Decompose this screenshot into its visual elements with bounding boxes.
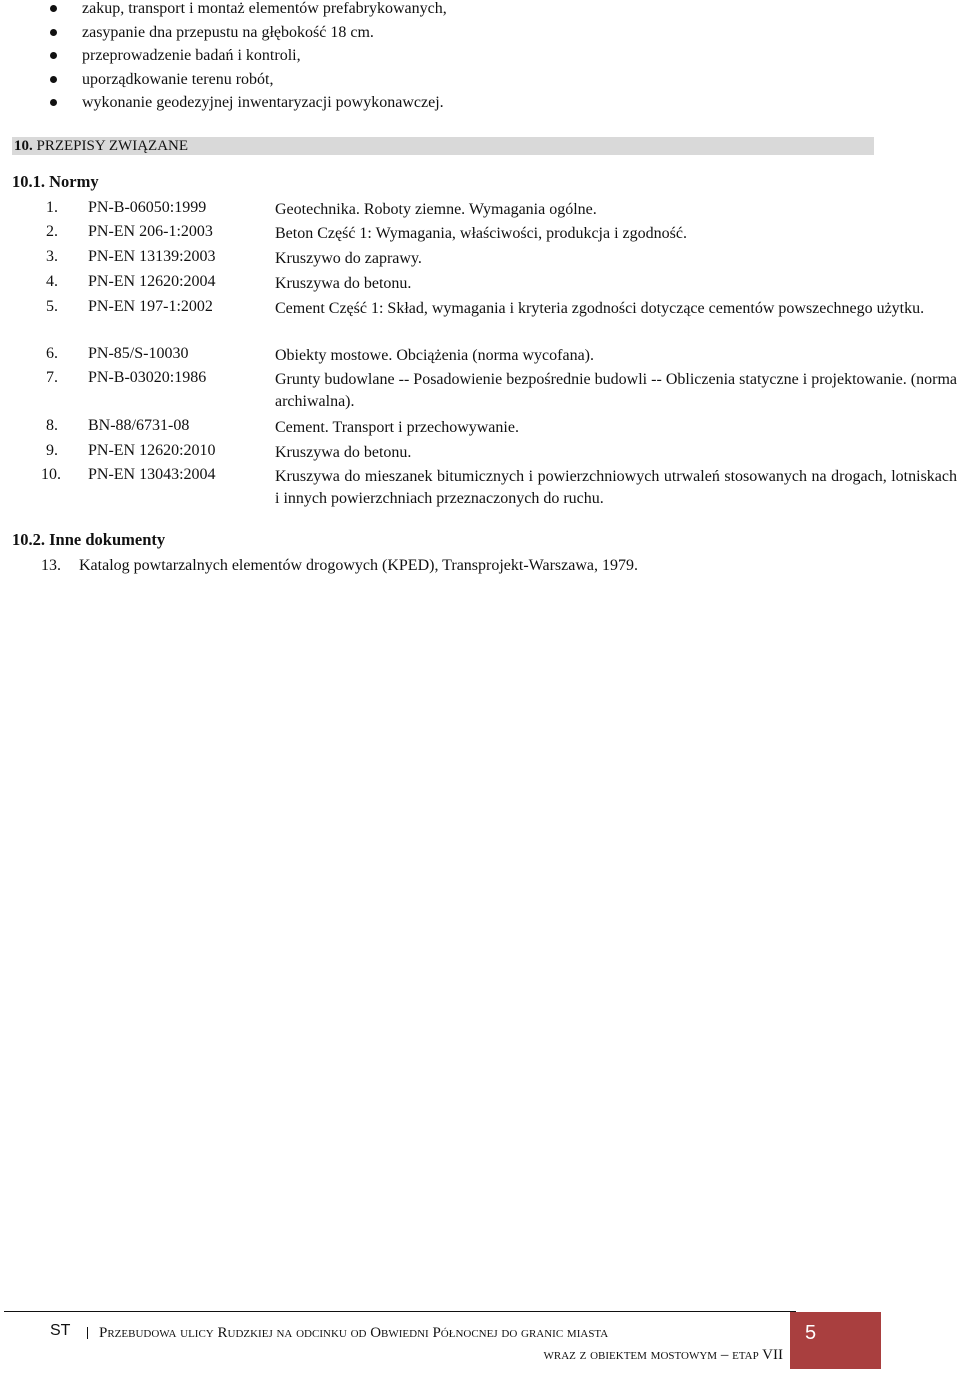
footer-separator [87, 1327, 88, 1339]
list-item-text: przeprowadzenie badań i kontroli, [82, 47, 301, 64]
page-number: 5 [805, 1322, 817, 1344]
norm-code: PN-B-03020:1986 [88, 369, 207, 386]
norm-code: PN-EN 13139:2003 [88, 248, 216, 265]
norm-index: 1. [46, 199, 58, 216]
norm-index: 3. [46, 248, 58, 265]
bullet-icon [50, 52, 57, 59]
list-item [46, 91, 447, 115]
bullet-icon [50, 99, 57, 106]
footer-title-line1: Przebudowa ulicy Rudzkiej na odcinku od Obwiedni Północnej do granic miasta [99, 1325, 609, 1341]
norm-index: 8. [46, 417, 58, 434]
norm-description: Kruszywa do mieszanek bitumicznych i powierzchniowych utrwaleń stosowanych na drogach, lotniskach i innych powierzchniach przeznaczonych do ruchu. [275, 468, 957, 507]
norm-description: Obiekty mostowe. Obciążenia (norma wycofana). [275, 347, 594, 364]
norm-index: 7. [46, 369, 58, 386]
document-text: Katalog powtarzalnych elementów drogowych (KPED), Transprojekt-Warszawa, 1979. [79, 557, 639, 574]
footer-abbreviation: ST [50, 1322, 71, 1339]
footer-title [99, 1322, 783, 1366]
bullet-icon [50, 5, 57, 12]
norm-description: Cement. Transport i przechowywanie. [275, 419, 519, 436]
norm-description: Kruszywo do zaprawy. [275, 250, 422, 267]
list-item-text: zakup, transport i montaż elementów prefabrykowanych, [82, 0, 447, 17]
norm-code: PN-EN 197-1:2002 [88, 298, 213, 315]
bullet-icon [50, 76, 57, 83]
section-heading [12, 137, 874, 155]
document-index: 13. [41, 557, 61, 574]
list-item [41, 557, 638, 575]
norm-code: PN-EN 12620:2004 [88, 273, 216, 290]
list-item [46, 44, 447, 68]
norm-code: BN-88/6731-08 [88, 417, 190, 434]
norm-index: 9. [46, 442, 58, 459]
norm-description: Kruszywa do betonu. [275, 275, 412, 292]
norm-code: PN-EN 206-1:2003 [88, 223, 213, 240]
norm-code: PN-B-06050:1999 [88, 199, 207, 216]
page-number-box [790, 1312, 881, 1369]
bullet-list [46, 0, 447, 115]
list-item-text: zasypanie dna przepustu na głębokość 18 cm. [82, 23, 374, 41]
norm-index: 2. [46, 223, 58, 240]
norm-code: PN-EN 13043:2004 [88, 466, 216, 483]
list-item [46, 0, 447, 21]
list-item-text: wykonanie geodezyjnej inwentaryzacji powykonawczej. [82, 94, 444, 111]
bullet-icon [50, 29, 57, 36]
section-title: PRZEPISY ZWIĄZANE [36, 138, 189, 154]
norm-code: PN-85/S-10030 [88, 345, 189, 362]
list-item-text: uporządkowanie terenu robót, [82, 70, 274, 88]
norm-index: 10. [41, 466, 61, 483]
norms-heading: 10.1. Normy [12, 172, 99, 191]
section-heading-text [14, 137, 188, 155]
norm-description: Geotechnika. Roboty ziemne. Wymagania ogólne. [275, 201, 597, 218]
norm-description: Grunty budowlane -- Posadowienie bezpośrednie budowli -- Obliczenia statyczne i projektowanie. (norma archiwalna). [275, 371, 957, 410]
norm-index: 6. [46, 345, 58, 362]
footer-divider [4, 1311, 796, 1312]
list-item [46, 21, 447, 45]
section-number: 10. [14, 138, 33, 154]
other-documents-heading: 10.2. Inne dokumenty [12, 530, 166, 549]
norm-code: PN-EN 12620:2010 [88, 442, 216, 459]
norm-description: Cement Część 1: Skład, wymagania i kryteria zgodności dotyczące cementów powszechnego użytku. [275, 300, 925, 317]
norm-description: Kruszywa do betonu. [275, 444, 412, 461]
footer-title-line2: wraz z obiektem mostowym – etap VII [543, 1347, 783, 1363]
norm-index: 5. [46, 298, 58, 315]
list-item [46, 68, 447, 92]
norm-index: 4. [46, 273, 58, 290]
norm-description: Beton Część 1: Wymagania, właściwości, produkcja i zgodność. [275, 225, 687, 242]
